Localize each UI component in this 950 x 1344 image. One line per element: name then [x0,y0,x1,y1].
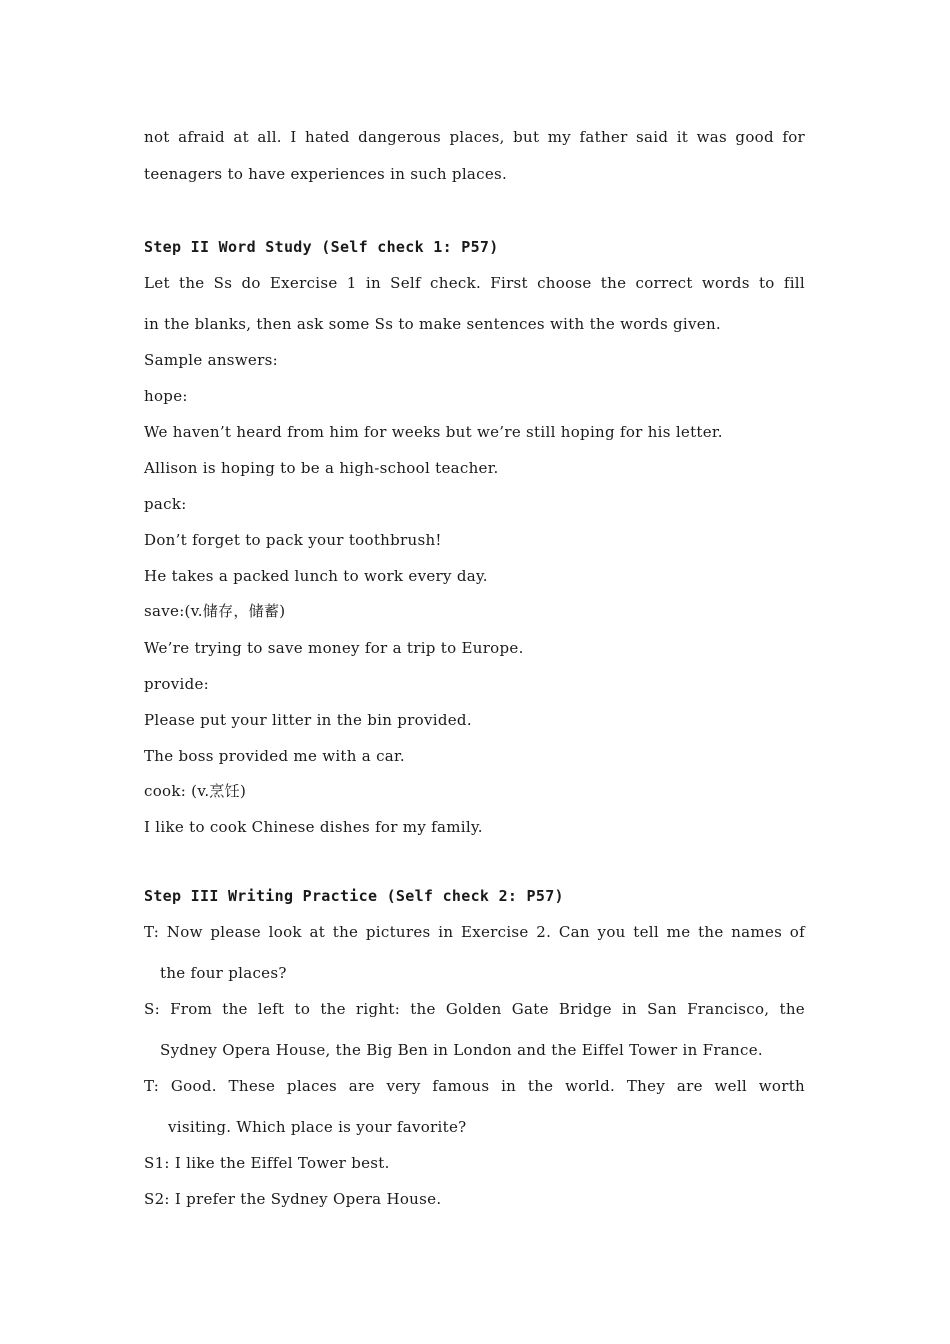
word-label: cook: (v.烹饪) [144,782,247,800]
example-sentence: He takes a packed lunch to work every day. [144,567,488,585]
dialogue-line-continued: visiting. Which place is your favorite? [168,1118,467,1136]
example-sentence: I like to cook Chinese dishes for my family. [144,818,483,836]
example-sentence: We’re trying to save money for a trip to Europe. [144,639,524,657]
paragraph-line: teenagers to have experiences in such places. [144,165,508,183]
step2-intro-line: Let the Ss do Exercise 1 in Self check. First choose the correct words to fill [144,274,805,292]
dialogue-line: S2: I prefer the Sydney Opera House. [144,1190,442,1208]
step2-heading: Step II Word Study (Self check 1: P57) [144,238,499,256]
word-label: hope: [144,387,188,405]
example-sentence: Don’t forget to pack your toothbrush! [144,531,442,549]
paragraph-line: not afraid at all. I hated dangerous places, but my father said it was good for [144,128,805,146]
step3-heading: Step III Writing Practice (Self check 2: P57) [144,887,564,905]
step2-intro-line: in the blanks, then ask some Ss to make sentences with the words given. [144,315,722,333]
example-sentence: Allison is hoping to be a high-school teacher. [144,459,499,477]
example-sentence: The boss provided me with a car. [144,747,405,765]
dialogue-line-continued: Sydney Opera House, the Big Ben in London and the Eiffel Tower in France. [160,1041,763,1059]
dialogue-line-continued: the four places? [160,964,287,982]
example-sentence: We haven’t heard from him for weeks but we’re still hoping for his letter. [144,423,723,441]
word-label: provide: [144,675,210,693]
dialogue-line: S: From the left to the right: the Golden Gate Bridge in San Francisco, the [144,1000,805,1018]
word-label: save:(v.储存，储蓄) [144,602,286,620]
dialogue-line: T: Good. These places are very famous in the world. They are well worth [144,1077,805,1095]
word-label: pack: [144,495,187,513]
dialogue-line: S1: I like the Eiffel Tower best. [144,1154,390,1172]
example-sentence: Please put your litter in the bin provided. [144,711,472,729]
sample-answers-label: Sample answers: [144,351,278,369]
dialogue-line: T: Now please look at the pictures in Exercise 2. Can you tell me the names of [144,923,805,941]
